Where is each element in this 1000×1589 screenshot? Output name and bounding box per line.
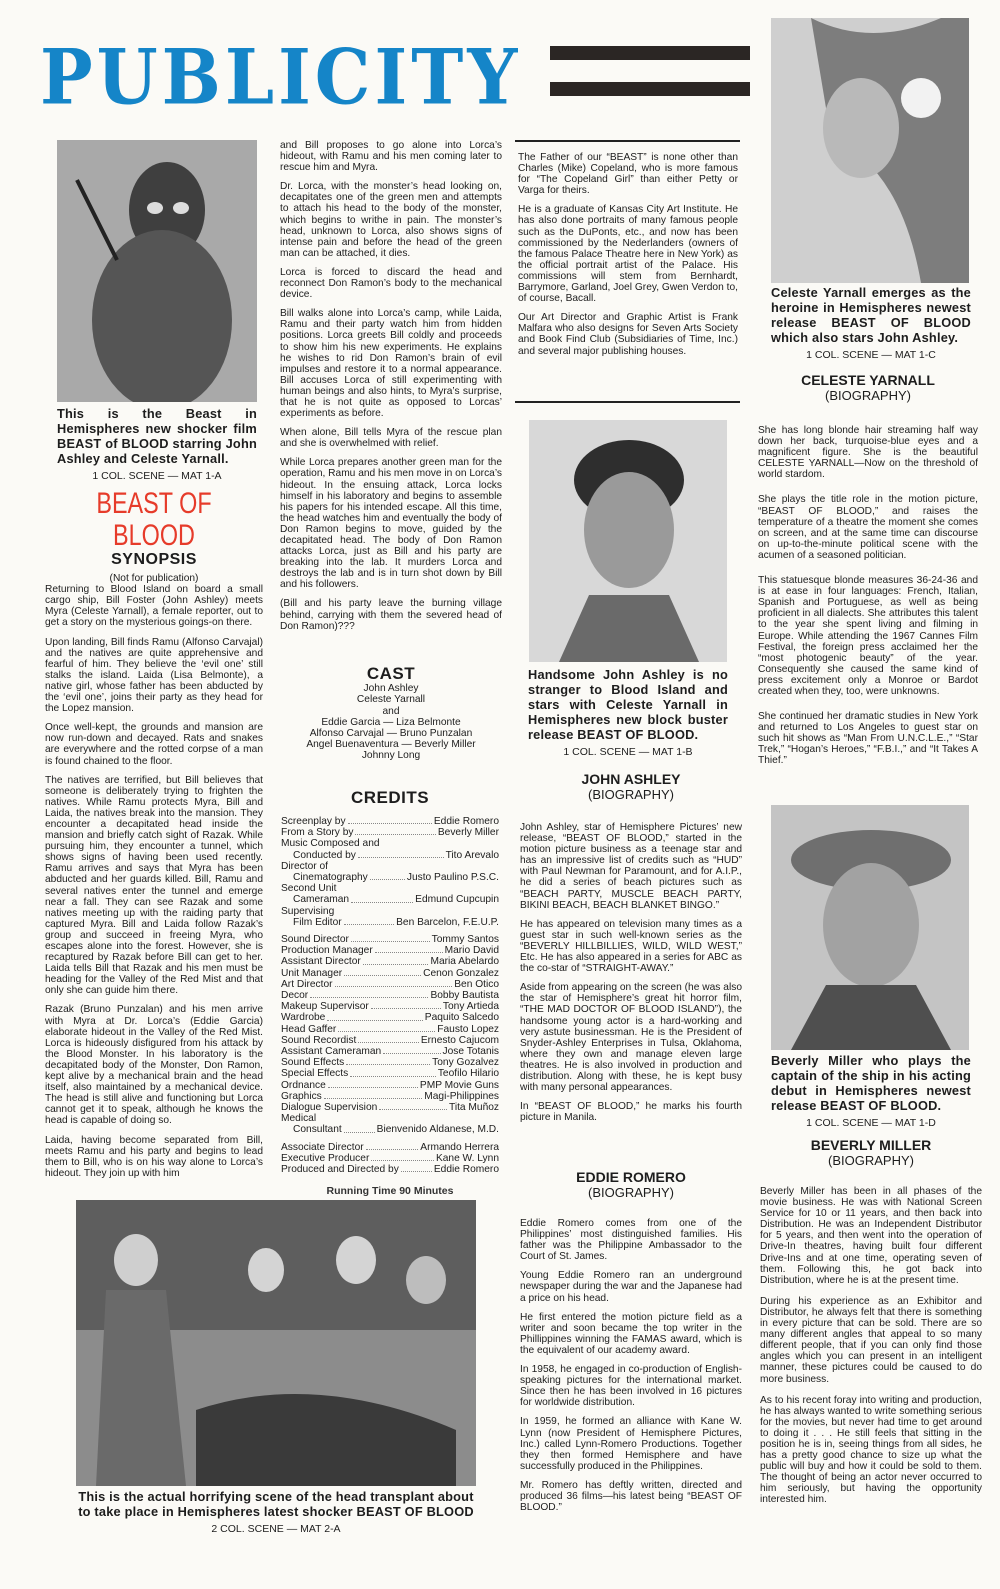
credit-row — [281, 1046, 499, 1057]
credit-leader-dots — [370, 872, 405, 880]
credit-name: PMP Movie Guns — [419, 1079, 499, 1091]
synopsis-section — [45, 488, 263, 1187]
credit-leader-dots — [355, 827, 435, 835]
credit-row — [281, 1080, 499, 1091]
credit-leader-dots — [350, 1068, 436, 1076]
credit-leader-dots — [358, 850, 444, 858]
miller-bio — [760, 1138, 982, 1514]
transplant-photo — [76, 1200, 476, 1486]
credit-name: Magi-Philippines — [424, 1090, 499, 1102]
credit-leader-dots — [375, 945, 443, 953]
credit-row — [281, 894, 499, 905]
credit-name: Edmund Cupcupin — [415, 894, 499, 906]
credit-role: Cameraman — [293, 894, 350, 906]
credit-leader-dots — [348, 816, 432, 824]
credit-role: Consultant — [293, 1124, 342, 1136]
synopsis-paragraph: Upon landing, Bill finds Ramu (Alfonso Carvajal) and the natives are quite apprehensive and fearful of him. They believe the ‘evil one’ still stalks the island. Laida (Lisa Belmonte), a native girl, whose father has been abducted by the ‘evil one’, joins their party as they head for the Lopez mansion. — [45, 636, 263, 715]
yarnall-photo — [771, 18, 969, 283]
credit-leader-dots — [344, 1124, 375, 1132]
bio-paragraph: He first entered the motion picture field as a writer and soon became the top writer in the Phillippines winning the FAMAS award, which is the equivalent of our academy award. — [520, 1311, 742, 1356]
transplant-photo-art — [76, 1200, 476, 1486]
running-time: Running Time 90 Minutes — [326, 1185, 454, 1198]
credit-row — [281, 1142, 499, 1153]
bio-paragraph: This statuesque blonde measures 36-24-36 and is at ease in four languages: French, Italian, Spanish and Portuguese, as well as being proficient in all dialects. She attributes this talent to the year she spent living and filming in Europe. While attending the 1967 Cannes Film Festival, the foreign press acclaimed her the “most photogenic beauty” of the year. Consequently she caused the same kind of press excitement only a Monroe or Bardot created when they, too, were unknowns. — [758, 575, 978, 697]
credit-name: Kane W. Lynn — [435, 1152, 499, 1164]
box-rule-bottom — [515, 401, 740, 403]
credit-name: Bienvenido Aldanese, M.D. — [376, 1124, 499, 1136]
miller-bio-sub: (BIOGRAPHY) — [828, 1153, 914, 1168]
credit-name: Tita Muñoz — [448, 1102, 499, 1114]
credit-name: Bobby Bautista — [430, 990, 499, 1002]
credit-role-line: Medical — [281, 1113, 317, 1125]
credit-name: Tito Arevalo — [445, 849, 499, 861]
credit-role: Cinematography — [293, 872, 368, 884]
synopsis-heading: SYNOPSIS — [111, 551, 197, 568]
bio-paragraph: Beverly Miller has been in all phases of the movie business. He was with National Screen Service for 10 or 11 years, and then back into Distribution. He was an Independent Distributor for 5 years, and then went into the operation of Drive-In theatres, having built four different Drive-Ins and at one time, operating seven of them. Following this, he got back into Distribution, where he is at the present time. — [760, 1186, 982, 1286]
synopsis-paragraph: Bill walks alone into Lorca’s camp, while Laida, Ramu and their party watch him from hidden positions. Lorca greets Bill coldly and proceeds to show him his new experiments. He explains he wishes to rid Don Ramon’s brain of evil impulses and restore it to a normal appearance. Bill accuses Lorca of still experimenting with human beings and also hints, to Myra’s surprise, that he is not quite as opposed to Lorcas’ experiments as before. — [280, 308, 502, 420]
cast-line: Celeste Yarnall — [356, 694, 426, 706]
credit-role: Unit Manager — [281, 967, 343, 979]
synopsis-paragraph: Lorca is forced to discard the head and reconnect Don Ramon’s body to the mechanical device. — [280, 266, 502, 301]
credit-role: Ordnance — [281, 1079, 326, 1091]
ashley-bio-sub: (BIOGRAPHY) — [588, 787, 674, 802]
beast-photo-art — [57, 140, 257, 402]
ashley-photo — [529, 420, 727, 662]
credit-row — [281, 1035, 499, 1046]
beast-photo — [57, 140, 257, 402]
credit-row — [281, 1102, 499, 1113]
credit-name: Jose Totanis — [442, 1046, 499, 1058]
bio-paragraph: Young Eddie Romero ran an underground newspaper during the war and the Japanese had a price on his head. — [520, 1270, 742, 1304]
credit-leader-dots — [401, 1164, 432, 1172]
credit-row — [281, 1164, 499, 1175]
credit-row — [281, 917, 499, 928]
beast-photo-caption: This is the Beast in Hemispheres new shocker film BEAST of BLOOD starring John Ashley and Celeste Yarnall. — [57, 406, 257, 466]
credit-leader-dots — [371, 1153, 434, 1161]
masthead-title: PUBLICITY — [40, 32, 522, 123]
credit-row — [281, 979, 499, 990]
synopsis-note: (Not for publication) — [109, 573, 199, 585]
credit-role: Produced and Directed by — [281, 1164, 399, 1176]
credit-name: Teofilo Hilario — [437, 1068, 499, 1080]
credit-leader-dots — [363, 956, 429, 964]
romero-bio — [520, 1170, 742, 1521]
credit-row — [281, 934, 499, 945]
credit-leader-dots — [324, 1091, 422, 1099]
ashley-bio — [520, 772, 742, 1131]
credit-row — [281, 1068, 499, 1079]
credit-name: Maria Abelardo — [430, 956, 499, 968]
box-rule-top — [515, 140, 740, 142]
transplant-photo-mat: 2 COL. SCENE — MAT 2-A — [211, 1523, 341, 1535]
credit-role: Dialogue Supervision — [281, 1102, 378, 1114]
bio-paragraph: In “BEAST OF BLOOD,” he marks his fourth picture in Manila. — [520, 1101, 742, 1124]
romero-bio-sub: (BIOGRAPHY) — [588, 1185, 674, 1200]
ashley-bio-name: JOHN ASHLEY — [581, 771, 681, 787]
bio-paragraph: Eddie Romero comes from one of the Philippines’ most distinguished families. His father was the Philippine Ambassador to the Court of St. James. — [520, 1218, 742, 1263]
credit-leader-dots — [338, 1024, 435, 1032]
synopsis-paragraph: Razak (Bruno Punzalan) and his men arrive with Myra at Dr. Lorca’s (Eddie Garcia) elaborate hideout in the Valley of the Red Mist. Lorca is hideously disfigured from his attack by the Blood Monster. In his laboratory is the decapitated body of the Monster, Don Ramon, kept alive by a mechanical brain and the head itself, also maintained by a mechanical device. The head is still alive and functioning but Lorca cannot get it to speak, although he knows the head is capable of doing so. — [45, 1004, 263, 1127]
credit-role: Executive Producer — [281, 1152, 370, 1164]
ashley-photo-art — [529, 420, 727, 662]
credit-row — [281, 827, 499, 838]
cast-section — [280, 664, 502, 762]
credit-row — [281, 1124, 499, 1135]
bio-paragraph: In 1958, he engaged in co-production of English-speaking pictures for the international market. Since then he has been involved in 16 pictures for worldwide distribution. — [520, 1364, 742, 1409]
bio-paragraph: Aside from appearing on the screen (he was also the star of Hemisphere’s great hit horror film, “THE MAD DOCTOR OF BLOOD ISLAND”), the handsome young actor is a hard-working and very astute businessman. He is the President of Snyder-Ashley Enterprises in Tulsa, Oklahoma, where they own and manage eleven large theatres. He is also involved in production and distribution. Along with these, he is kept busy with many personal appearances. — [520, 982, 742, 1094]
bio-paragraph: She plays the title role in the motion picture, “BEAST OF BLOOD,” and raises the temperature of a theatre the moment she comes on screen, and at the same time can discourse on up-to-the-minute political scene with the acumen of a seasoned politician. — [758, 494, 978, 561]
synopsis-paragraph: Laida, having become separated from Bill, meets Ramu and his party and begins to lead them to Bill, who is on his way alone to Lorca’s hideout. They join up with him — [45, 1134, 263, 1179]
credit-row — [281, 1057, 499, 1068]
bio-paragraph: She continued her dramatic studies in New York and returned to Los Angeles to guest star on such hit shows as “Man From U.N.C.L.E.,” “Star Trek,” “Hogan’s Heroes,” “F.B.I.,” and “It Takes A Thief.” — [758, 711, 978, 767]
copeland-box — [518, 152, 738, 365]
credit-leader-dots — [371, 1001, 441, 1009]
masthead-bar-top — [550, 46, 750, 60]
credit-leader-dots — [346, 1057, 430, 1065]
credit-leader-dots — [379, 1102, 447, 1110]
masthead-bar-bottom — [550, 82, 750, 96]
miller-photo-caption: Beverly Miller who plays the captain of the ship in his acting debut in Hemispheres newest release BEAST OF BLOOD. — [771, 1053, 971, 1113]
credit-leader-dots — [366, 1142, 419, 1150]
credits-group — [281, 1142, 499, 1176]
miller-bio-name: BEVERLY MILLER — [810, 1137, 932, 1153]
credit-role-line: Second Unit — [281, 883, 337, 895]
credit-row — [281, 816, 499, 827]
yarnall-bio — [758, 373, 978, 775]
credit-name: Eddie Romero — [433, 1164, 499, 1176]
credit-row — [281, 1153, 499, 1164]
credit-name: Tony Gozalvez — [432, 1057, 499, 1069]
miller-photo-art — [771, 805, 969, 1050]
credit-role: Production Manager — [281, 945, 373, 957]
credit-name: Ben Barcelon, F.E.U.P. — [396, 916, 499, 928]
credit-name: Fausto Lopez — [437, 1023, 499, 1035]
credits-group — [281, 816, 499, 928]
credit-role: Assistant Director — [281, 956, 361, 968]
credit-role: Makeup Supervisor — [281, 1001, 369, 1013]
yarnall-photo-caption: Celeste Yarnall emerges as the heroine in Hemispheres newest release BEAST OF BLOOD which also stars John Ashley. — [771, 285, 971, 345]
synopsis-paragraph: (Bill and his party leave the burning village behind, carrying with them the severed head of Don Ramon)??? — [280, 598, 502, 632]
credit-role: From a Story by — [281, 827, 354, 839]
synopsis-paragraph: When alone, Bill tells Myra of the rescue plan and she is overwhelmed with relief. — [280, 427, 502, 450]
credit-name: Tommy Santos — [431, 934, 499, 946]
ashley-photo-caption: Handsome John Ashley is no stranger to Blood Island and stars with Celeste Yarnall in Hemispheres new block buster release BEAST OF BLOOD. — [528, 667, 728, 742]
credit-leader-dots — [328, 1080, 418, 1088]
credits-group — [281, 934, 499, 1136]
copeland-paragraph: The Father of our “BEAST” is none other than Charles (Mike) Copeland, who is more famous for “The Copeland Girl” than either Petty or Varga for theirs. — [518, 152, 738, 197]
credit-name: Beverly Miller — [437, 827, 499, 839]
credit-name: Armando Herrera — [420, 1141, 499, 1153]
credit-row — [281, 1012, 499, 1023]
bio-paragraph: In 1959, he formed an alliance with Kane W. Lynn (now President of Hemisphere Pictures, Inc.) called Lynn-Romero Productions. Together they then formed Hemisphere and have successfully produced in the Philippines. — [520, 1416, 742, 1472]
credit-role: Associate Director — [281, 1141, 364, 1153]
credit-role: Decor — [281, 990, 309, 1002]
cast-line: John Ashley — [363, 683, 419, 695]
credit-name: Ernesto Cajucom — [420, 1034, 499, 1046]
credits-section — [281, 788, 499, 1197]
credit-role: Screenplay by — [281, 816, 346, 827]
credits-list — [281, 816, 499, 1175]
cast-heading: CAST — [366, 664, 416, 683]
ashley-photo-mat: 1 COL. SCENE — MAT 1-B — [563, 746, 693, 758]
yarnall-photo-mat: 1 COL. SCENE — MAT 1-C — [806, 349, 936, 361]
credit-role: Film Editor — [293, 916, 342, 928]
credit-row — [281, 1091, 499, 1102]
credit-leader-dots — [344, 968, 421, 976]
credit-leader-dots — [383, 1046, 440, 1054]
cast-line: Eddie Garcia — Liza Belmonte — [321, 716, 461, 728]
credit-role: Sound Recordist — [281, 1034, 357, 1046]
synopsis-continued — [280, 140, 502, 640]
bio-paragraph: He has appeared on television many times as a guest star in such well-known series as the “BEVERLY HILLBILLIES, WILD, WILD WEST,” Etc. He has also appeared in a series for ABC as the co-star of “STRAIGHT-AWAY.” — [520, 918, 742, 975]
credit-role: Art Director — [281, 978, 333, 990]
credit-leader-dots — [310, 990, 428, 998]
credit-leader-dots — [335, 979, 453, 987]
synopsis-paragraph: The natives are terrified, but Bill believes that someone is deliberately trying to frighten the natives. While Ramu protects Myra, Bill and Laida, the natives break into the mansion. They encounter a decapitated head inside the mansion and briefly catch sight of Razak. While pursuing him, they encounter a tunnel, which shows signs of having been used recently. Ramu arrives and says that Myra has been abducted and her guards killed. Bill, Ramu and several natives enter the tunnel and emerge near a fall. They can see Razak and some natives meeting up with the raiding party that captured Myra. Bill and Laida follow Razak’s group and succeed in freeing Myra, who escapes alone into the forest. However, she is recaptured by Razak before Bill can get to her. Laida tells Bill that Razak and his men must be heading for the Valley of the Red Mist and that only she can guide him there. — [45, 774, 263, 997]
bio-paragraph: As to his recent foray into writing and production, he has always wanted to write something serious for the movies, but never had time to get around to doing it . . . He still feels that sitting in the position he is in, seeing things from all sides, he has a pretty good chance to size up what the public will buy and how it could be sold to them. The thought of being an actor never occurred to him seriously, but having the opportunity interested him. — [760, 1394, 982, 1506]
credit-name: Ben Otico — [454, 978, 499, 990]
credit-role: Sound Effects — [281, 1057, 345, 1069]
credit-name: Eddie Romero — [433, 816, 499, 827]
synopsis-paragraph: Once well-kept, the grounds and mansion are now run-down and decayed. Rats and snakes are everywhere and the rotted corpse of a man is found chained to the floor. — [45, 722, 263, 767]
credit-leader-dots — [351, 934, 430, 942]
credit-role: Assistant Cameraman — [281, 1046, 382, 1058]
credit-row — [281, 956, 499, 967]
synopsis-paragraph: While Lorca prepares another green man for the operation, Ramu and his men move in on Lorca’s hideout. In the ensuing attack, Lorca locks himself in his laboratory and begins to assemble his papers for his intended escape. All this time, the head watches him and eventually the body of Don Ramon begins to move, guided by the decapitated head. The body of Don Ramon attacks Lorca, just as Bill and his party are breaking into the lab. It murders Lorca and destroys the lab and is in turn shot down by Bill and his followers. — [280, 457, 502, 591]
credit-row — [281, 1024, 499, 1035]
credit-role-line: Supervising — [281, 905, 335, 917]
credit-name: Mario David — [444, 945, 499, 957]
credit-name: Justo Paulino P.S.C. — [406, 872, 499, 884]
cast-line: Johnny Long — [361, 750, 421, 762]
credit-row — [281, 850, 499, 861]
credit-role: Head Gaffer — [281, 1023, 337, 1035]
credit-leader-dots — [327, 1012, 422, 1020]
bio-paragraph: John Ashley, star of Hemisphere Pictures’ new release, “BEAST OF BLOOD,” started in the motion picture business as a teenage star and has an impressive list of credits such as “HUD” with Paul Newman for Paramount, and for A.I.P., he did a series of beach pictures such as “BEACH PARTY, MUSCLE BEACH PARTY, BIKINI BEACH, BEACH BLANKET BINGO.” — [520, 822, 742, 911]
credit-name: Cenon Gonzalez — [423, 967, 499, 979]
synopsis-paragraph: Returning to Blood Island on board a small cargo ship, Bill Foster (John Ashley) meets Myra (Celeste Yarnall), a female reporter, out to get a story on the mysterious goings-on there. — [45, 584, 263, 629]
bio-paragraph: Mr. Romero has deftly written, directed and produced 36 films—his latest being “BEAST OF BLOOD.” — [520, 1479, 742, 1514]
bio-paragraph: During his experience as an Exhibitor and Distributor, he always felt that there is something in every picture that can be sold. There are so many different angles that appeal to so many different people, that if you can only find those angles which you can present in an intelligent manner, these pictures could be caused to do more business. — [760, 1295, 982, 1385]
credit-role: Conducted by — [293, 849, 356, 861]
credit-row — [281, 945, 499, 956]
credit-leader-dots — [358, 1035, 419, 1043]
credit-row — [281, 872, 499, 883]
credit-name: Tony Artieda — [442, 1001, 499, 1013]
credit-role-line: Director of — [281, 860, 328, 872]
cast-line: and — [382, 705, 400, 717]
credit-role: Wardrobe — [281, 1012, 326, 1024]
credit-name: Paquito Salcedo — [424, 1012, 499, 1024]
credit-row — [281, 990, 499, 1001]
copeland-paragraph: He is a graduate of Kansas City Art Institute. He has also done portraits of many famous people such as the DuPonts, etc., and now has been commissioned by the Nederlanders (owners of the famous Palace Theatre here in New York) as the official portrait artist of the Palace. His commissions will stem from Bernhardt, Barrymore, Garland, Joel Grey, Gwen Verdon to, of course, Bacall. — [518, 204, 738, 305]
miller-photo — [771, 805, 969, 1050]
yarnall-photo-art — [771, 18, 969, 283]
copeland-paragraph: Our Art Director and Graphic Artist is Frank Malfara who also designs for Seven Arts Society and Book Find Club (Subsidiaries of Time, Inc.) and several major publishing houses. — [518, 312, 738, 357]
credit-role-line: Music Composed and — [281, 838, 380, 850]
credit-role: Special Effects — [281, 1068, 349, 1080]
credit-leader-dots — [344, 917, 394, 925]
synopsis-paragraph: Dr. Lorca, with the monster’s head looking on, decapitates one of the green men and attempts to attach his head to the body of the monster, which begins to writhe in pain. The monster’s head, unknown to Lorca, also shows signs of intense pain and before the head of the green man can be attached, it dies. — [280, 181, 502, 259]
credit-row — [281, 1001, 499, 1012]
miller-photo-mat: 1 COL. SCENE — MAT 1-D — [806, 1117, 936, 1129]
credits-heading: CREDITS — [350, 788, 430, 807]
synopsis-paragraph: and Bill proposes to go alone into Lorca’s hideout, with Ramu and his men coming later to rescue him and Myra. — [280, 140, 502, 174]
cast-line: Angel Buenaventura — Beverly Miller — [306, 739, 476, 751]
credit-row — [281, 968, 499, 979]
credit-leader-dots — [351, 894, 413, 902]
cast-line: Alfonso Carvajal — Bruno Punzalan — [309, 728, 473, 740]
film-title: BEAST OF BLOOD — [96, 487, 212, 552]
bio-paragraph: She has long blonde hair streaming half way down her back, turquoise-blue eyes and a magnificent figure. She is the beautiful CELESTE YARNALL—Now on the threshold of world stardom. — [758, 425, 978, 481]
transplant-photo-caption: This is the actual horrifying scene of the head transplant about to take place in Hemispheres latest shocker BEAST OF BLOOD — [78, 1489, 474, 1519]
yarnall-bio-name: CELESTE YARNALL — [801, 372, 935, 388]
credit-role: Graphics — [281, 1090, 322, 1102]
cast-list — [280, 683, 502, 761]
romero-bio-name: EDDIE ROMERO — [576, 1169, 686, 1185]
credit-role: Sound Director — [281, 934, 349, 946]
yarnall-bio-sub: (BIOGRAPHY) — [825, 388, 911, 403]
beast-photo-mat: 1 COL. SCENE — MAT 1-A — [92, 470, 222, 482]
